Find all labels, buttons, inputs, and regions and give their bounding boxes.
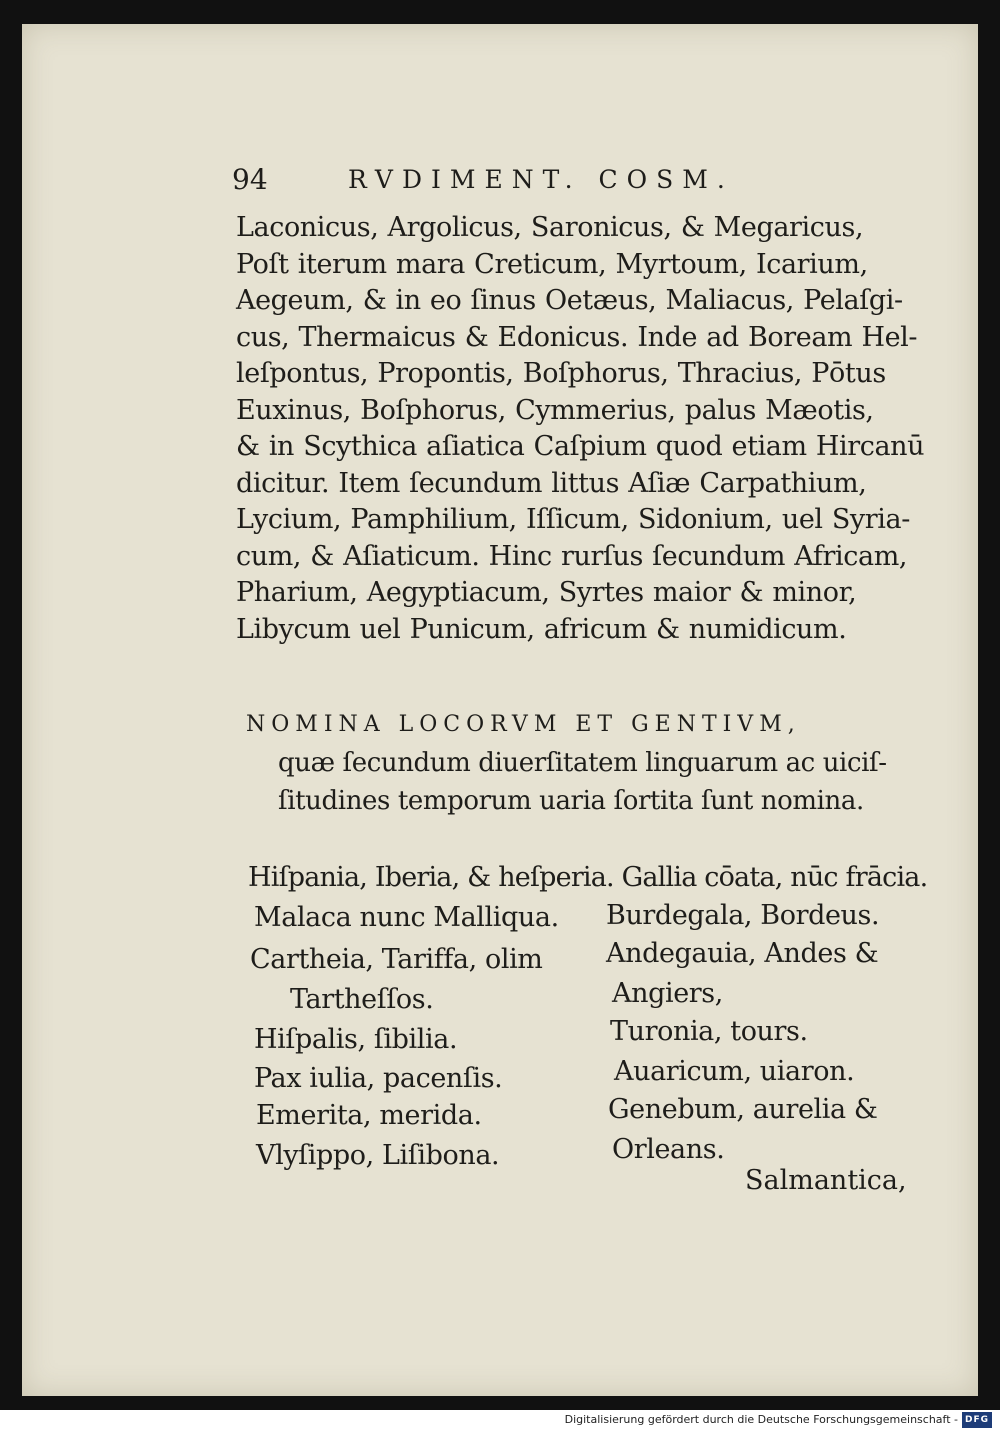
right-column-entry: Turonia, tours. [610,1016,808,1047]
dfg-logo-icon[interactable]: DFG [962,1412,992,1428]
body-line: & in Scythica aſiatica Caſpium quod etiam Hircanū [236,431,925,462]
running-head: RVDIMENT. COSM. [348,165,734,194]
right-column-entry: Andegauia, Andes & [606,938,879,969]
page-number: 94 [232,163,268,196]
left-column-entry: Malaca nunc Malliqua. [254,902,559,933]
right-column-entry: Auaricum, uiaron. [614,1056,855,1087]
body-line: Euxinus, Boſphorus, Cymmerius, palus Mæotis, [236,394,874,426]
left-column-entry: Tartheſſos. [290,984,434,1015]
body-line: cus, Thermaicus & Edonicus. Inde ad Boream Hel- [236,321,918,353]
section-heading: NOMINA LOCORVM ET GENTIVM, [246,712,801,737]
body-line: Pharium, Aegyptiacum, Syrtes maior & minor, [236,577,857,608]
columns-top-line: Hiſpania, Iberia, & heſperia. Gallia cōata, nūc frācia. [248,862,928,893]
footer-bar [0,1410,1000,1431]
left-column-entry: Emerita, merida. [256,1100,482,1131]
right-column-entry: Orleans. [612,1134,725,1165]
left-column-entry: Pax iulia, pacenſis. [254,1063,503,1094]
catchword: Salmantica, [745,1165,907,1196]
body-line: Libycum uel Punicum, africum & numidicum. [236,613,847,645]
section-subtitle-line: ſitudines temporum uaria ſortita ſunt nomina. [278,786,864,816]
right-column-entry: Angiers, [612,978,723,1009]
right-column-entry: Genebum, aurelia & [608,1094,878,1125]
body-line: Lycium, Pamphilium, Iſſicum, Sidonium, uel Syria- [236,504,910,535]
body-line: cum, & Aſiaticum. Hinc rurſus ſecundum Africam, [236,540,908,572]
right-column-entry: Burdegala, Bordeus. [606,900,880,931]
page-header [232,163,852,203]
left-column-entry: Cartheia, Tariffa, olim [250,944,543,975]
left-column-entry: Vlyſippo, Liſibona. [256,1140,500,1171]
body-line: Laconicus, Argolicus, Saronicus, & Megaricus, [236,212,864,243]
body-line: Poſt iterum mara Creticum, Myrtoum, Icarium, [236,248,868,280]
body-line: leſpontus, Propontis, Boſphorus, Thracius, Pōtus [236,358,886,389]
left-column-entry: Hiſpalis, ſibilia. [254,1024,458,1055]
body-line: dicitur. Item ſecundum littus Aſiæ Carpathium, [236,467,867,499]
body-text [236,210,925,648]
section-subtitle-line: quæ ſecundum diuerſitatem linguarum ac uiciſ- [278,748,887,778]
funding-notice: Digitalisierung gefördert durch die Deutsche Forschungsgemeinschaft - [564,1413,958,1426]
body-line: Aegeum, & in eo ſinus Oetæus, Maliacus, Pelaſgi- [236,285,903,316]
